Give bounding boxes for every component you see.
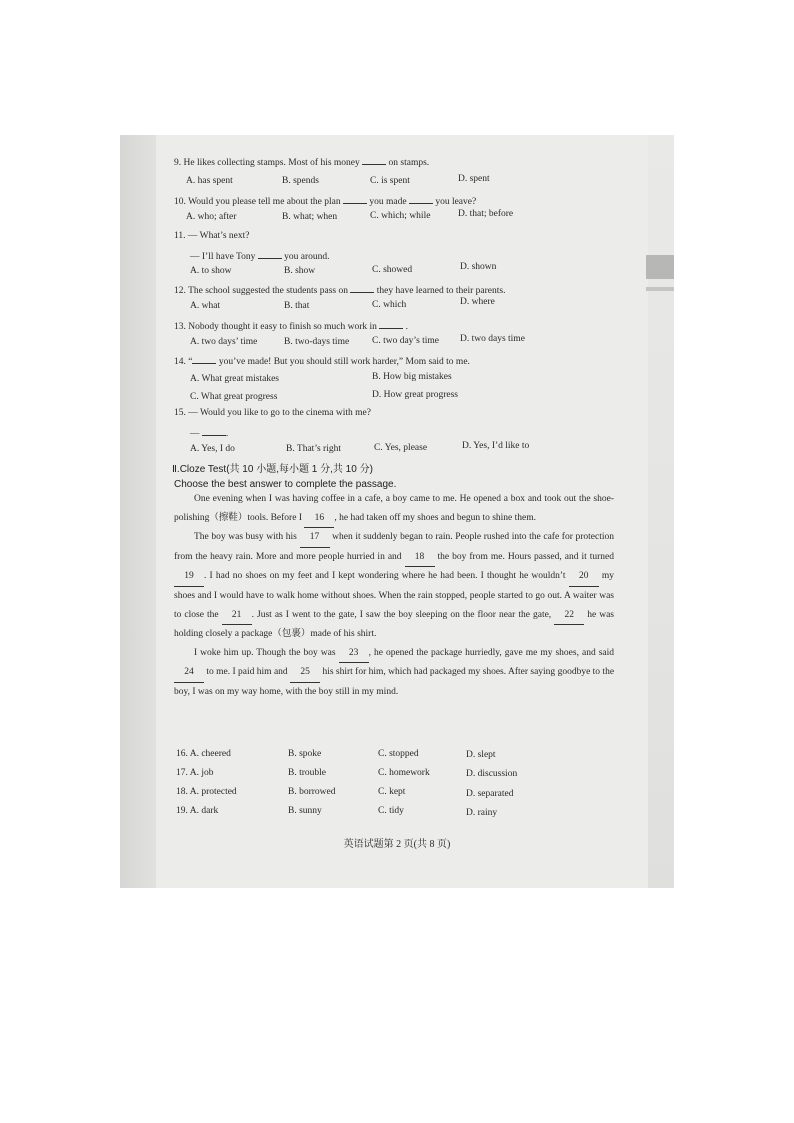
question-text: . <box>225 429 229 439</box>
passage-text: I woke him up. Though the boy was <box>194 647 336 658</box>
passage-text: The boy was busy with his <box>194 532 297 543</box>
blank-22[interactable]: 22 <box>554 606 584 626</box>
option-c[interactable]: C. homework <box>378 768 430 778</box>
question-number: 17. <box>176 768 188 778</box>
option-c[interactable]: C. Yes, please <box>374 443 428 453</box>
option-d[interactable]: D. discussion <box>466 769 518 779</box>
passage-text: One evening when I was having coffee in a cafe, a boy came to me. He opened a box and took out the shoe-polishing（擦鞋）tools. Before I <box>174 494 614 523</box>
question-text: they have learned to their parents. <box>376 286 506 296</box>
question-15-line-2 <box>190 426 228 439</box>
page-tab-mark <box>646 255 674 279</box>
option-c[interactable]: C. is spent <box>370 176 410 186</box>
question-text: Nobody thought it easy to finish so much work in <box>188 322 377 332</box>
blank-23[interactable]: 23 <box>339 644 369 664</box>
option-a[interactable]: A. who; after <box>186 212 237 222</box>
option-c[interactable]: C. showed <box>372 265 413 275</box>
option-b[interactable]: B. That’s right <box>286 444 341 454</box>
passage-text: the boy from me. Hours passed, and it turned <box>437 551 615 562</box>
question-13 <box>174 319 408 332</box>
option-b[interactable]: B. show <box>284 266 316 276</box>
question-number: 16. <box>176 749 188 759</box>
option-b[interactable]: B. two-days time <box>284 337 350 347</box>
question-text: He likes collecting stamps. Most of his money <box>183 158 360 168</box>
question-text: Would you please tell me about the plan <box>188 197 341 207</box>
question-text: — I’ll have Tony <box>190 252 256 262</box>
option-a[interactable]: A. job <box>189 768 214 778</box>
blank-17[interactable]: 17 <box>300 528 330 548</box>
option-a[interactable]: A. protected <box>189 787 237 797</box>
passage-text: , he had taken off my shoes and begun to shine them. <box>334 512 537 523</box>
blank-16[interactable]: 16 <box>304 509 334 529</box>
question-text: you’ve made! But you should still work harder,” Mom said to me. <box>218 357 470 367</box>
option-a[interactable]: A. two days’ time <box>190 337 258 347</box>
question-number: 19. <box>176 806 188 816</box>
option-b[interactable]: B. trouble <box>288 768 326 778</box>
question-number: 18. <box>176 787 188 797</box>
question-11 <box>174 231 249 241</box>
answer-blank[interactable] <box>409 194 433 204</box>
question-15 <box>174 408 371 418</box>
option-d[interactable]: D. shown <box>460 262 497 272</box>
option-d[interactable]: D. separated <box>466 789 514 799</box>
section-instruction: Choose the best answer to complete the passage. <box>174 479 397 490</box>
option-c[interactable]: C. tidy <box>378 806 404 816</box>
section-title: Ⅱ.Cloze Test(共 10 小题,每小题 1 分,共 10 分) <box>172 464 373 475</box>
cloze-passage <box>174 490 614 702</box>
option-c[interactable]: C. kept <box>378 787 406 797</box>
passage-text: . Just as I went to the gate, I saw the boy sleeping on the floor near the gate, <box>251 609 552 620</box>
page-footer: 英语试题第 2 页(共 8 页) <box>343 839 451 850</box>
answer-blank[interactable] <box>202 426 226 436</box>
passage-text: . I had no shoes on my feet and I kept wondering where he had been. I thought he wouldn’t <box>204 571 566 582</box>
option-c[interactable]: C. which <box>372 300 407 310</box>
option-d[interactable]: D. slept <box>466 750 496 760</box>
question-number: 14. <box>174 357 186 367</box>
blank-24[interactable]: 24 <box>174 663 204 683</box>
option-c[interactable]: C. stopped <box>378 749 419 759</box>
cloze-options-17 <box>176 768 213 778</box>
question-12 <box>174 283 505 296</box>
question-text: The school suggested the students pass on <box>188 286 348 296</box>
option-d[interactable]: D. Yes, I’d like to <box>462 441 530 451</box>
passage-text: he was holding closely a package（包裹）made of his shirt. <box>174 609 615 640</box>
answer-blank[interactable] <box>350 283 374 293</box>
blank-18[interactable]: 18 <box>405 548 435 568</box>
passage-text: his shirt for him, which had packaged my shoes. After saying goodbye to the boy, I was on my way home, with the boy still in my mind. <box>174 667 615 697</box>
question-number: 15. <box>174 408 186 418</box>
option-a[interactable]: A. what <box>190 301 221 311</box>
option-d[interactable]: D. spent <box>458 174 490 184</box>
option-c[interactable]: C. two day’s time <box>372 336 440 346</box>
option-d[interactable]: D. that; before <box>458 209 514 219</box>
option-a[interactable]: A. to show <box>190 266 232 276</box>
option-c[interactable]: C. What great progress <box>190 392 278 402</box>
option-d[interactable]: D. two days time <box>460 334 525 344</box>
page-tab-mark-small <box>646 287 674 291</box>
option-d[interactable]: D. rainy <box>466 808 498 818</box>
answer-blank[interactable] <box>258 249 282 259</box>
answer-blank[interactable] <box>192 354 216 364</box>
blank-20[interactable]: 20 <box>569 567 599 587</box>
option-a[interactable]: A. has spent <box>186 176 233 186</box>
passage-text: my shoes and I would have to walk home without shoes. When the rain stopped, people started to go out. A waiter was to close the <box>174 571 615 620</box>
option-b[interactable]: B. borrowed <box>288 787 336 797</box>
passage-text: , he opened the package hurriedly, gave me my shoes, and said <box>368 647 615 658</box>
question-11-line-2 <box>190 249 330 262</box>
answer-blank[interactable] <box>362 155 386 165</box>
question-number: 10. <box>174 197 186 207</box>
question-9 <box>174 155 429 168</box>
option-d[interactable]: D. How great progress <box>372 390 459 400</box>
question-text: . <box>405 322 409 332</box>
answer-blank[interactable] <box>343 194 367 204</box>
question-14 <box>174 354 470 367</box>
question-text: — <box>190 429 200 439</box>
question-text: — Would you like to go to the cinema with me? <box>188 408 371 418</box>
cloze-options-19 <box>176 806 218 816</box>
cloze-options-18 <box>176 787 237 797</box>
question-number: 13. <box>174 322 186 332</box>
blank-21[interactable]: 21 <box>222 606 252 626</box>
question-text: “ <box>188 357 193 367</box>
passage-text: to me. I paid him and <box>206 667 288 678</box>
question-text: — What’s next? <box>187 231 250 241</box>
page-edge-shadow <box>120 135 160 888</box>
option-b[interactable]: B. what; when <box>282 212 338 222</box>
option-c[interactable]: C. which; while <box>370 211 431 221</box>
question-text: on stamps. <box>388 158 430 168</box>
blank-25[interactable]: 25 <box>290 663 320 683</box>
option-a[interactable]: A. cheered <box>189 749 231 759</box>
question-10 <box>174 194 476 207</box>
question-number: 9. <box>174 158 182 168</box>
question-text: you made <box>369 197 407 207</box>
option-b[interactable]: B. spoke <box>288 749 322 759</box>
option-b[interactable]: B. How big mistakes <box>372 372 452 382</box>
question-text: you around. <box>284 252 330 262</box>
question-number: 11. <box>174 231 186 241</box>
option-b[interactable]: B. spends <box>282 176 319 186</box>
option-a[interactable]: A. dark <box>189 806 219 816</box>
option-d[interactable]: D. where <box>460 297 495 307</box>
option-a[interactable]: A. Yes, I do <box>190 444 235 454</box>
option-b[interactable]: B. sunny <box>288 806 322 816</box>
question-text: you leave? <box>435 197 477 207</box>
blank-19[interactable]: 19 <box>174 567 204 587</box>
cloze-options-16 <box>176 749 231 759</box>
photo-of-exam-page <box>120 135 674 888</box>
question-number: 12. <box>174 286 186 296</box>
answer-blank[interactable] <box>379 319 403 329</box>
option-a[interactable]: A. What great mistakes <box>190 374 279 384</box>
passage-text: when it suddenly began to rain. People rushed into the cafe for protection from the heavy rain. More and more people hurried in and <box>174 532 615 562</box>
option-b[interactable]: B. that <box>284 301 310 311</box>
